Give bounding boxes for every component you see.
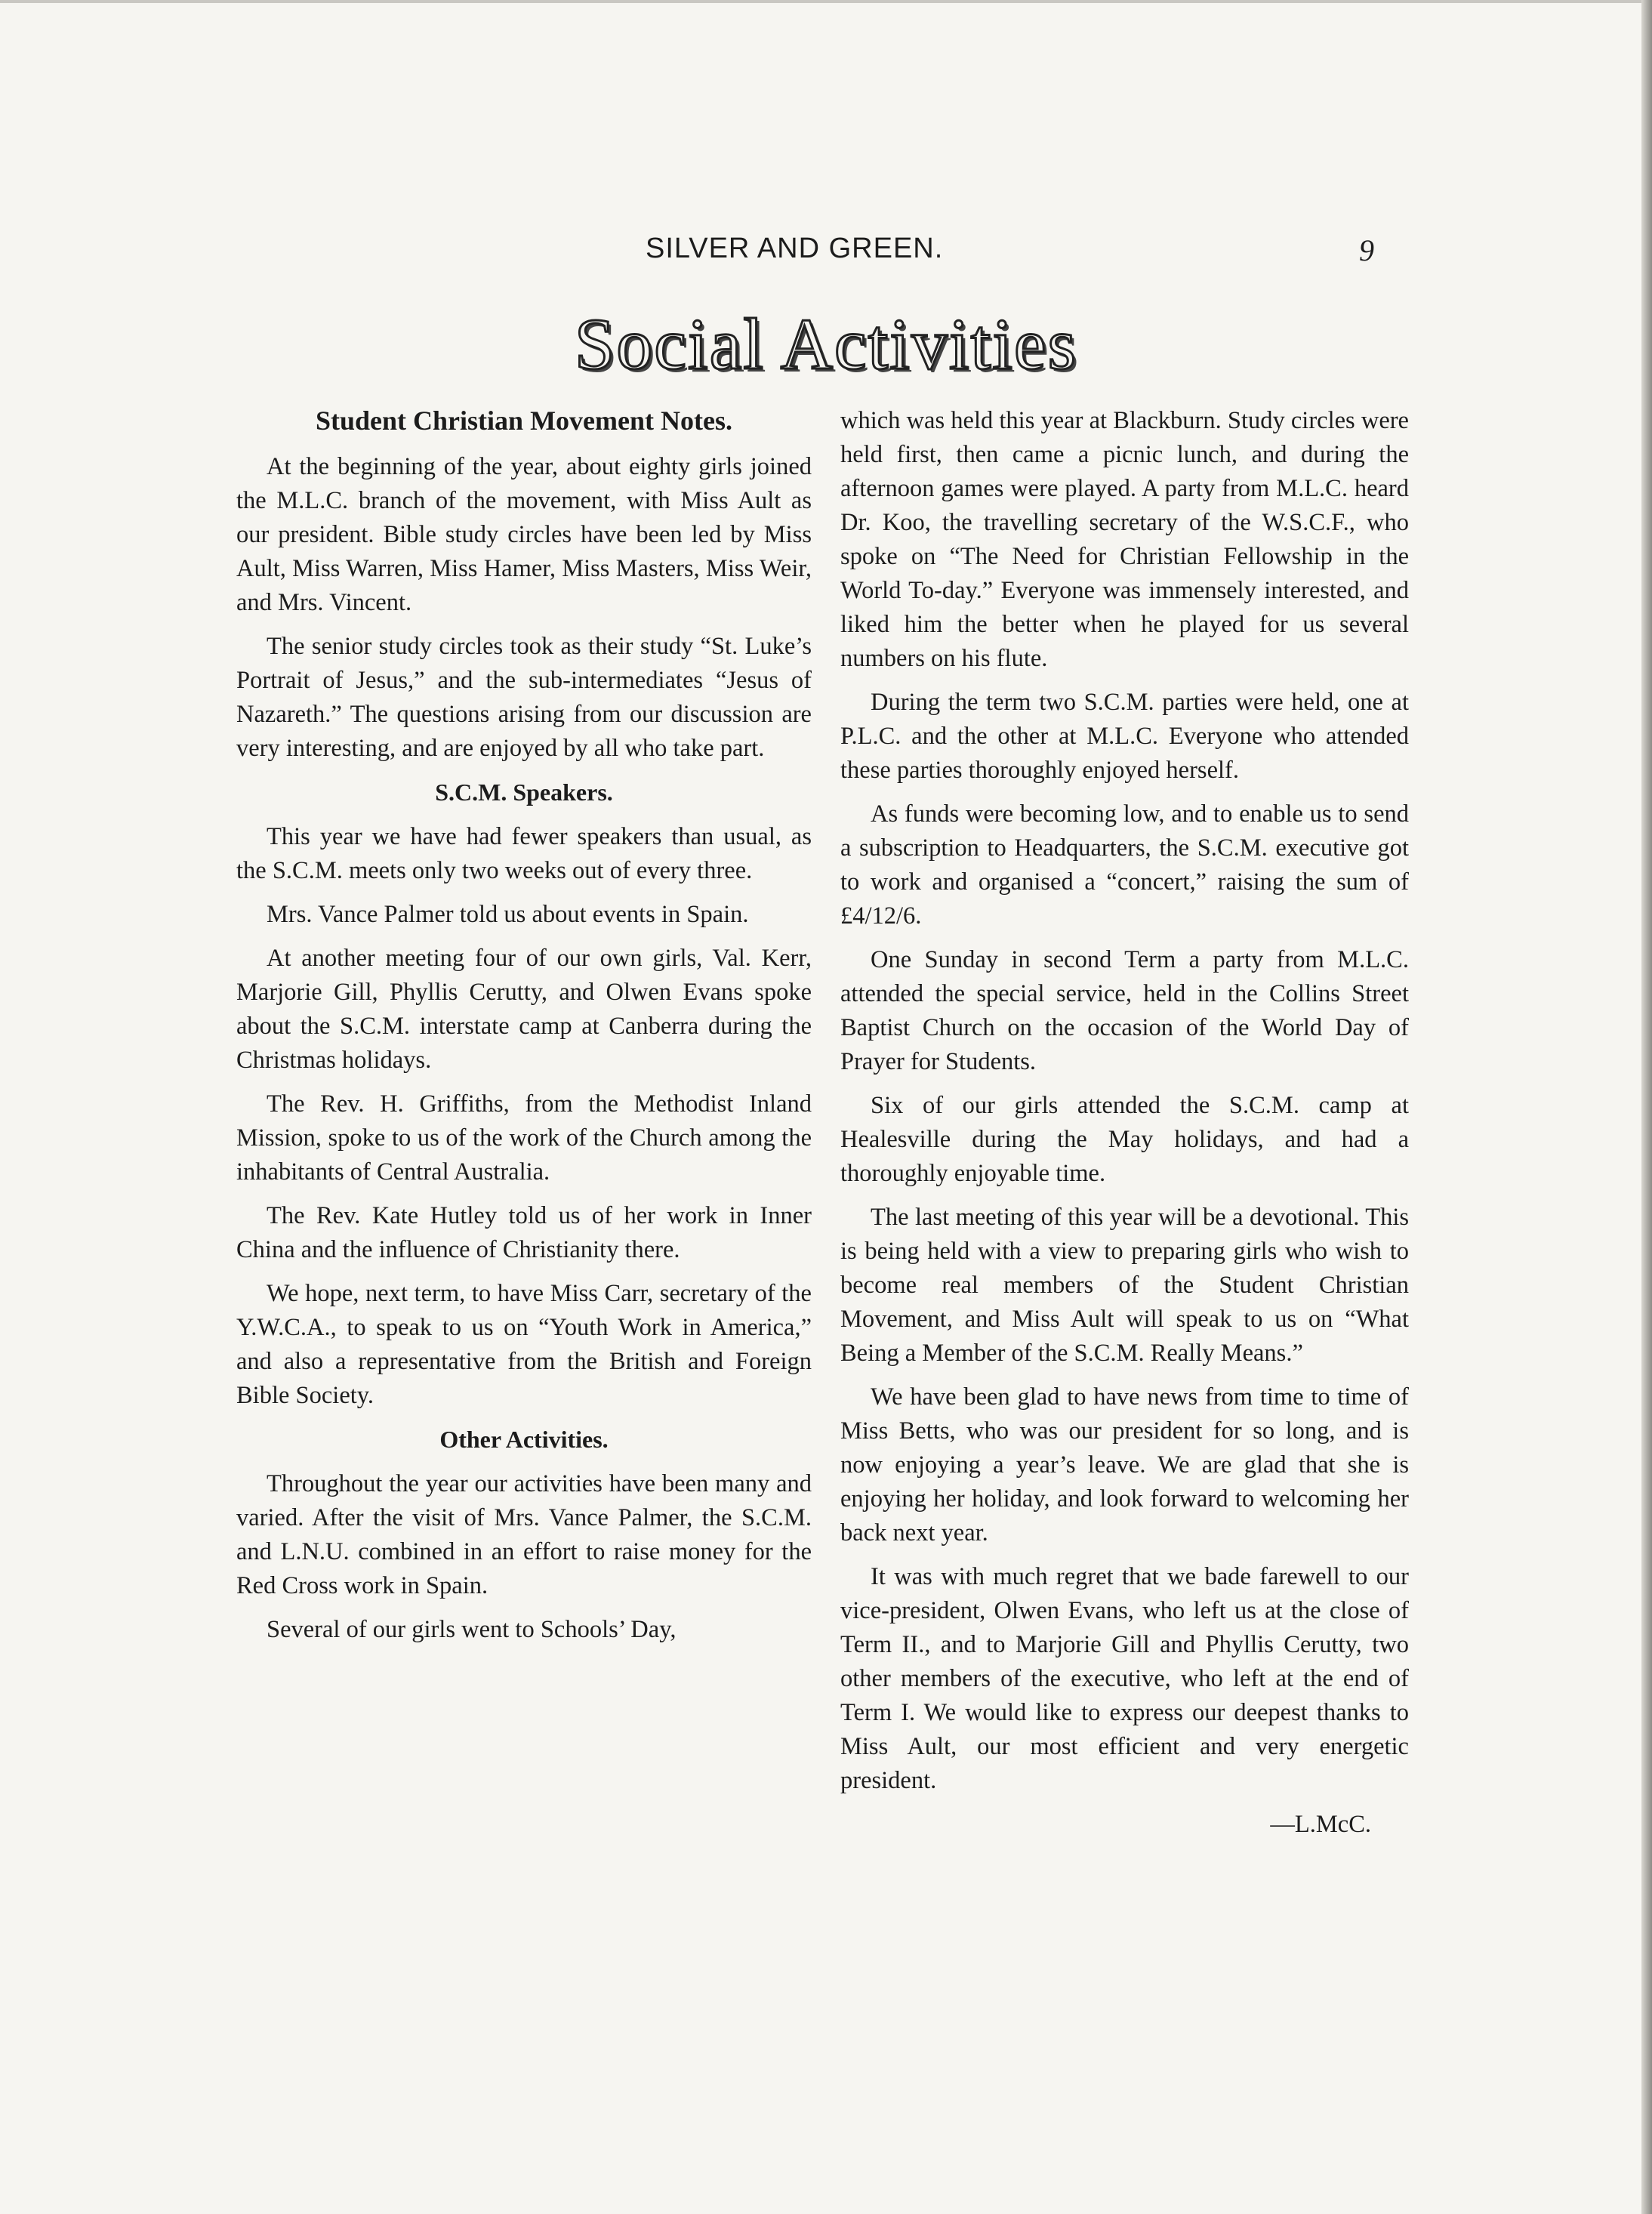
- subheading-speakers: S.C.M. Speakers.: [435, 779, 613, 806]
- paragraph: As funds were becoming low, and to enable us to send a subscription to Headquarters, the S.C.M. executive got to work and organised a “concert,” raising the sum of £4/12/6.: [840, 800, 1409, 930]
- section-heading: Student Christian Movement Notes.: [316, 405, 732, 436]
- page-top-edge: [0, 0, 1652, 3]
- continued-paragraph: which was held this year at Blackburn. Study circles were held first, then came a picnic lunch, and during the afternoon games were played. A party from M.L.C. heard Dr. Koo, the travelling secretary of the W.S.C.F., who spoke on “The Need for Christian Fellowship in the World To-day.” Everyone was immensely interested, and liked him the better when he played for us several numbers on his flute.: [840, 407, 1409, 672]
- paragraph: It was with much regret that we bade farewell to our vice-president, Olwen Evans, who left us at the close of Term II., and to Marjorie Gill and Phyllis Cerutty, two other members of the executive, who left at the end of Term I. We would like to express our deepest thanks to Miss Ault, our most efficient and very energetic president.: [840, 1563, 1409, 1794]
- paragraph: The senior study circles took as their study “St. Luke’s Portrait of Jesus,” and the sub-intermediates “Jesus of Nazareth.” The questions arising from our discussion are very interesting, and are enjoyed by all who take part.: [236, 633, 812, 762]
- running-title: SILVER AND GREEN.: [646, 233, 944, 264]
- signature: —L.McC.: [1270, 1811, 1371, 1838]
- paragraph: At another meeting four of our own girls, Val. Kerr, Marjorie Gill, Phyllis Cerutty, and Olwen Evans spoke about the S.C.M. interstate camp at Canberra during the Christmas holidays.: [236, 945, 812, 1074]
- paragraph: The Rev. Kate Hutley told us of her work in Inner China and the influence of Christianity there.: [236, 1202, 812, 1263]
- paragraph: Throughout the year our activities have been many and varied. After the visit of Mrs. Vance Palmer, the S.C.M. and L.N.U. combined in an effort to raise money for the Red Cross work in Spain.: [236, 1470, 812, 1599]
- paragraph: We have been glad to have news from time to time of Miss Betts, who was our president for so long, and is now enjoying a year’s leave. We are glad that she is enjoying her holiday, and look forward to welcoming her back next year.: [840, 1383, 1409, 1546]
- paragraph: At the beginning of the year, about eighty girls joined the M.L.C. branch of the movement, with Miss Ault as our president. Bible study circles have been led by Miss Ault, Miss Warren, Miss Hamer, Miss Masters, Miss Weir, and Mrs. Vincent.: [236, 453, 812, 616]
- page-number: 9: [1359, 233, 1374, 267]
- left-column: [236, 404, 812, 1657]
- paragraph: The Rev. H. Griffiths, from the Methodist Inland Mission, spoke to us of the work of the Church among the inhabitants of Central Australia.: [236, 1090, 812, 1186]
- paragraph: One Sunday in second Term a party from M.L.C. attended the special service, held in the Collins Street Baptist Church on the occasion of the World Day of Prayer for Students.: [840, 946, 1409, 1075]
- paragraph: We hope, next term, to have Miss Carr, secretary of the Y.W.C.A., to speak to us on “Youth Work in America,” and also a representative from the British and Foreign Bible Society.: [236, 1280, 812, 1409]
- page-title: Social Activities: [575, 304, 1077, 384]
- running-head: [0, 233, 1652, 270]
- subheading-other: Other Activities.: [439, 1426, 609, 1453]
- paragraph: This year we have had fewer speakers than usual, as the S.C.M. meets only two weeks out of every three.: [236, 823, 812, 884]
- paragraph: Several of our girls went to Schools’ Day,: [267, 1616, 677, 1643]
- paragraph: Mrs. Vance Palmer told us about events in Spain.: [267, 901, 749, 928]
- paragraph: During the term two S.C.M. parties were held, one at P.L.C. and the other at M.L.C. Everyone who attended these parties thoroughly enjoyed herself.: [840, 689, 1409, 784]
- signature-line: [840, 1808, 1409, 1842]
- right-column: [840, 404, 1409, 1842]
- paragraph: The last meeting of this year will be a devotional. This is being held with a view to preparing girls who wish to become real members of the Student Christian Movement, and Miss Ault will speak to us on “What Being a Member of the S.C.M. Really Means.”: [840, 1204, 1409, 1367]
- paragraph: Six of our girls attended the S.C.M. camp at Healesville during the May holidays, and had a thoroughly enjoyable time.: [840, 1092, 1409, 1187]
